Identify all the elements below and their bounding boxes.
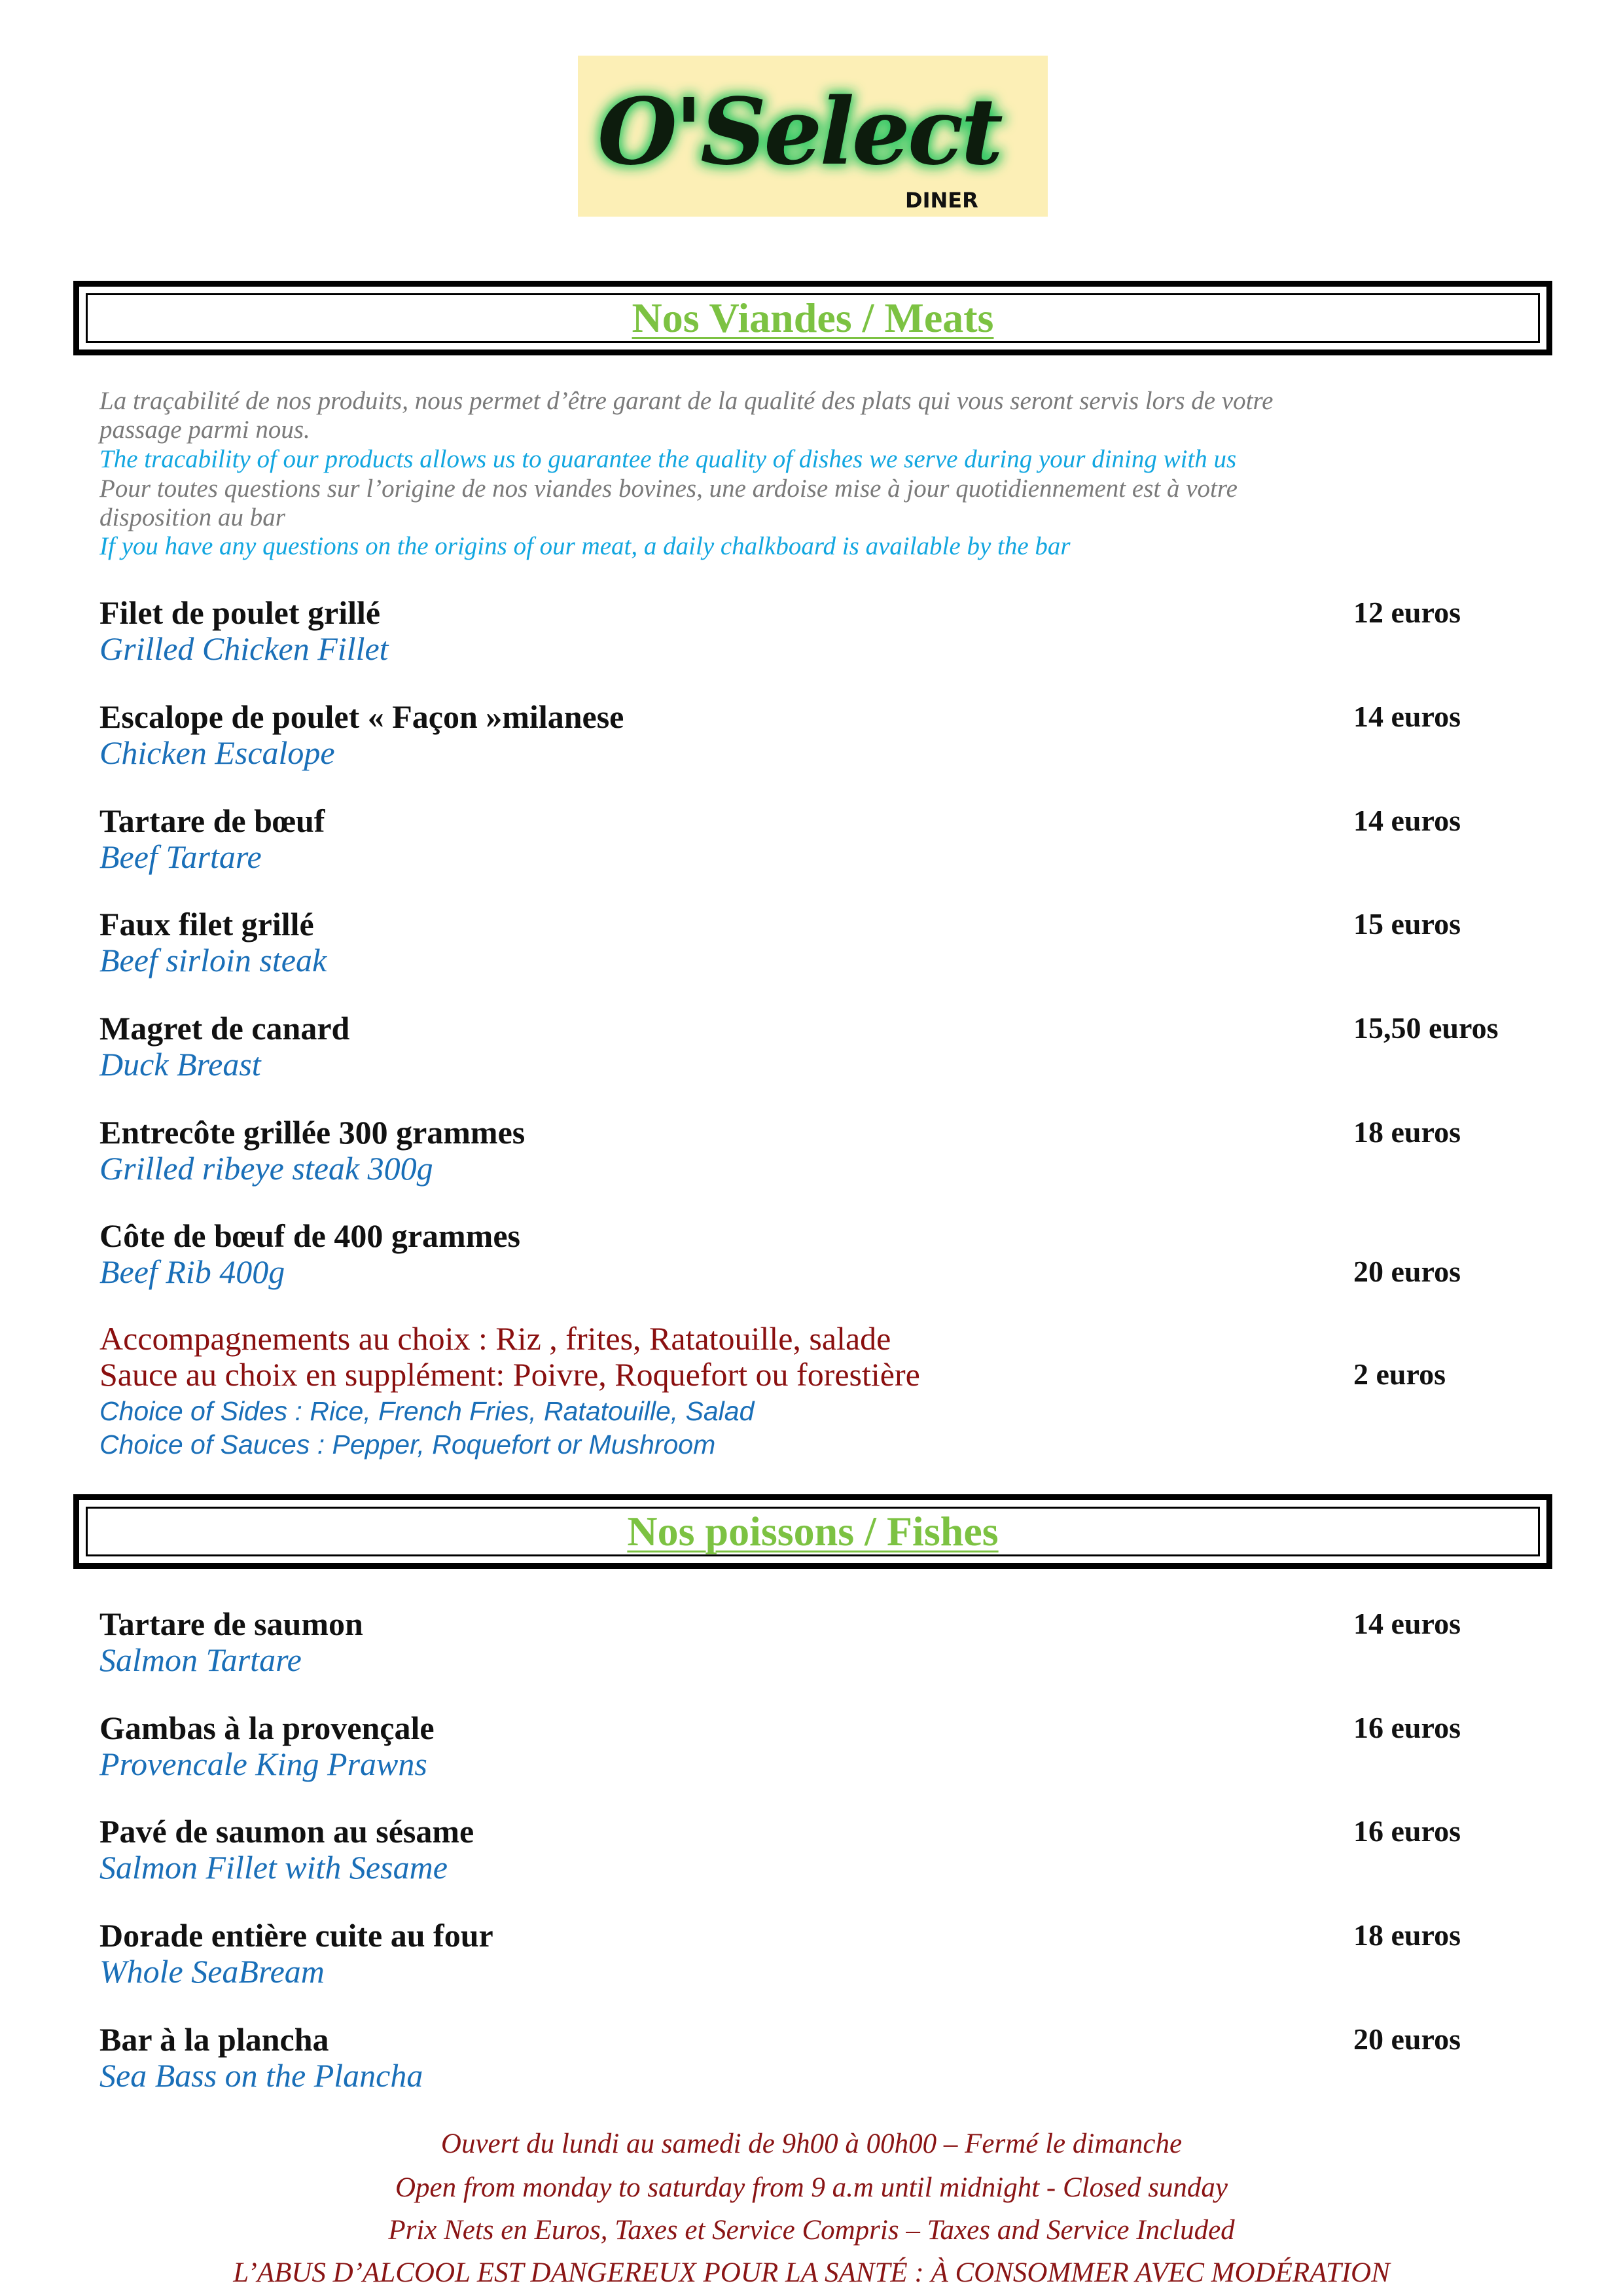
menu-item-english: Sea Bass on the Plancha	[99, 2057, 423, 2094]
menu-item-price: 16 euros	[1353, 1814, 1461, 1848]
menu-item-price: 20 euros	[1353, 1255, 1461, 1288]
sauce-price: 2 euros	[1353, 1357, 1446, 1391]
menu-item-price: 14 euros	[1353, 700, 1461, 733]
menu-item-name: Bar à la plancha	[99, 2021, 329, 2058]
menu-item-price: 14 euros	[1353, 1607, 1461, 1640]
fish-title: Nos poissons / Fishes	[627, 1508, 999, 1554]
menu-item-name: Tartare de saumon	[99, 1605, 363, 1642]
opening-hours-en: Open from monday to saturday from 9 a.m until midnight - Closed sunday	[395, 2172, 1228, 2203]
menu-item-english: Grilled Chicken Fillet	[99, 630, 389, 667]
menu-item-english: Grilled ribeye steak 300g	[99, 1150, 433, 1187]
intro-fr-line: La traçabilité de nos produits, nous permet d’être garant de la qualité des plats qui vous seront servis lors de votre	[99, 387, 1274, 415]
menu-item-name: Magret de canard	[99, 1010, 350, 1047]
menu-item-english: Beef Tartare	[99, 838, 262, 875]
menu-item-price: 18 euros	[1353, 1115, 1461, 1149]
opening-hours-fr: Ouvert du lundi au samedi de 9h00 à 00h00 – Fermé le dimanche	[440, 2128, 1183, 2159]
meats-title: Nos Viandes / Meats	[632, 295, 994, 341]
menu-item-english: Salmon Fillet with Sesame	[99, 1849, 448, 1886]
intro-fr-line: disposition au bar	[99, 503, 285, 531]
menu-item-english: Provencale King Prawns	[99, 1746, 427, 1782]
menu-item-price: 14 euros	[1353, 804, 1461, 837]
meats-section-header	[73, 281, 1552, 355]
menu-item-name: Gambas à la provençale	[99, 1710, 435, 1746]
sides-fr: Accompagnements au choix : Riz , frites, Ratatouille, salade	[99, 1320, 891, 1357]
sauces-en: Choice of Sauces : Pepper, Roquefort or Mushroom	[99, 1429, 716, 1460]
menu-item-name: Dorade entière cuite au four	[99, 1917, 493, 1954]
alcohol-warning: L’ABUS D’ALCOOL EST DANGEREUX POUR LA SANTÉ : À CONSOMMER AVEC MODÉRATION	[233, 2257, 1390, 2288]
menu-item-name: Tartare de bœuf	[99, 802, 325, 839]
svg-text:O'Select: O'Select	[597, 79, 1003, 186]
menu-item-name: Côte de bœuf de 400 grammes	[99, 1217, 520, 1254]
menu-item-name: Filet de poulet grillé	[99, 594, 381, 631]
menu-item-english: Chicken Escalope	[99, 734, 335, 771]
intro-fr-line: passage parmi nous.	[99, 416, 310, 444]
menu-item-english: Beef Rib 400g	[99, 1253, 285, 1290]
prices-note: Prix Nets en Euros, Taxes et Service Compris – Taxes and Service Included	[388, 2215, 1235, 2246]
sides-en: Choice of Sides : Rice, French Fries, Ratatouille, Salad	[99, 1396, 755, 1426]
menu-item-english: Duck Breast	[99, 1046, 261, 1083]
intro-en-line: The tracability of our products allows us to guarantee the quality of dishes we serve during your dining with us	[99, 445, 1237, 473]
logo	[578, 56, 1048, 217]
menu-item-name: Entrecôte grillée 300 grammes	[99, 1114, 526, 1151]
menu-item-name: Escalope de poulet « Façon »milanese	[99, 698, 624, 735]
menu-item-price: 18 euros	[1353, 1918, 1461, 1952]
fish-section-header	[73, 1494, 1552, 1569]
menu-item-english: Beef sirloin steak	[99, 942, 327, 978]
menu-item-price: 15,50 euros	[1353, 1011, 1499, 1045]
menu-item-price: 15 euros	[1353, 907, 1461, 941]
menu-item-price: 12 euros	[1353, 596, 1461, 629]
sauces-fr: Sauce au choix en supplément: Poivre, Roquefort ou forestière	[99, 1356, 920, 1393]
logo-graphic	[578, 56, 1048, 217]
intro-en-line: If you have any questions on the origins of our meat, a daily chalkboard is available by the bar	[99, 532, 1071, 560]
menu-item-english: Salmon Tartare	[99, 1641, 302, 1678]
menu-item-price: 16 euros	[1353, 1711, 1461, 1744]
intro-fr-line: Pour toutes questions sur l’origine de nos viandes bovines, une ardoise mise à jour quotidiennement est à votre	[99, 475, 1238, 503]
menu-item-english: Whole SeaBream	[99, 1953, 325, 1990]
menu-item-price: 20 euros	[1353, 2022, 1461, 2056]
menu-item-name: Faux filet grillé	[99, 906, 314, 942]
svg-text:DINER: DINER	[905, 188, 978, 213]
menu-item-name: Pavé de saumon au sésame	[99, 1813, 474, 1850]
